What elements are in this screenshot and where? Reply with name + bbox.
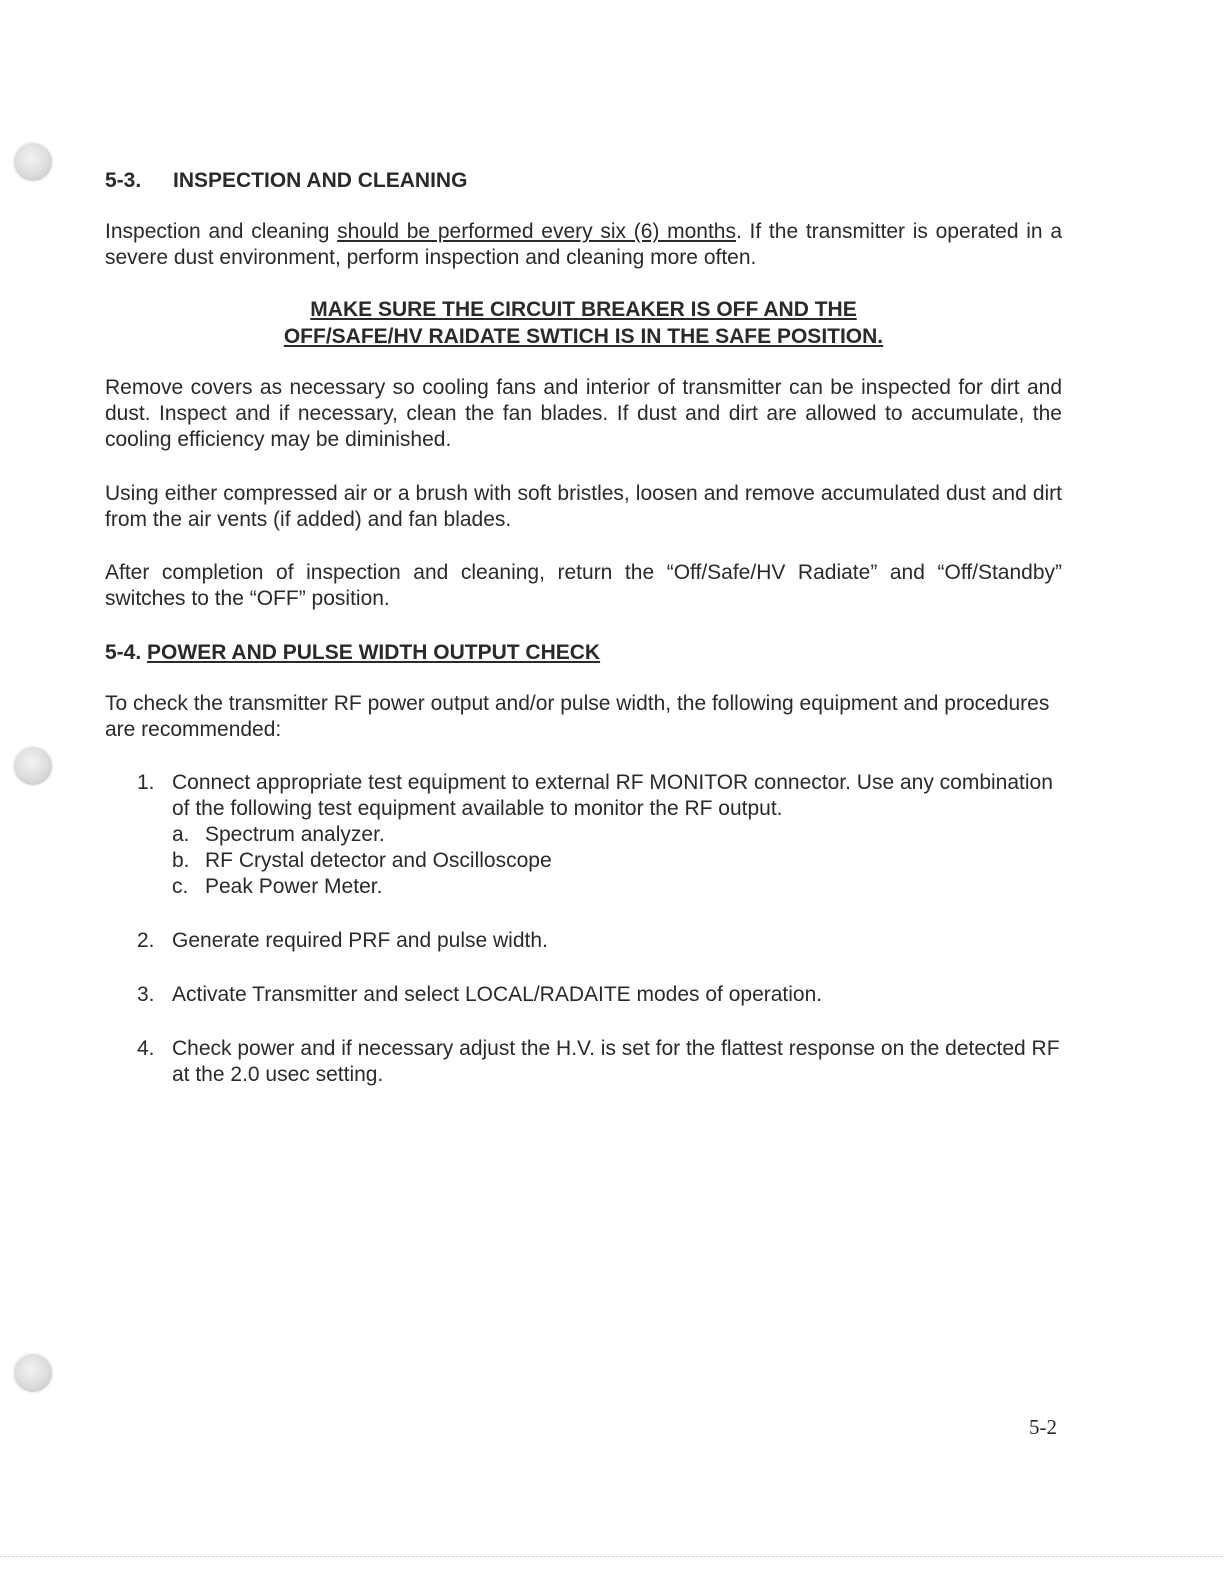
sub-item-letter: a. bbox=[172, 823, 190, 846]
scan-edge-line bbox=[0, 1556, 1224, 1557]
step-text: Connect appropriate test equipment to external RF MONITOR connector. Use any combination of the following test equipment available to monitor the RF output. bbox=[172, 771, 1053, 820]
sub-item-text: RF Crystal detector and Oscilloscope bbox=[205, 849, 552, 872]
list-item bbox=[105, 770, 1062, 822]
binder-hole-bottom bbox=[14, 1354, 52, 1392]
inspection-text-start: Inspection and cleaning bbox=[105, 220, 338, 243]
warning-line-1: MAKE SURE THE CIRCUIT BREAKER IS OFF AND THE bbox=[310, 298, 857, 321]
sub-list-item bbox=[105, 874, 1062, 900]
step-number: 3. bbox=[137, 983, 155, 1006]
section-5-4-heading bbox=[105, 640, 1062, 666]
step-number: 2. bbox=[137, 929, 155, 952]
equipment-intro-paragraph: To check the transmitter RF power output and/or pulse width, the following equipment and procedures are recommended: bbox=[105, 692, 1050, 741]
step-text: Activate Transmitter and select LOCAL/RADAITE modes of operation. bbox=[172, 983, 823, 1006]
after-completion-paragraph: After completion of inspection and cleaning, return the “Off/Safe/HV Radiate” and “Off/Standby” switches to the “OFF” position. bbox=[105, 561, 1062, 610]
list-item bbox=[105, 1036, 1062, 1088]
section-title: INSPECTION AND CLEANING bbox=[173, 169, 468, 192]
inspection-paragraph bbox=[105, 219, 1062, 271]
binder-hole-middle bbox=[14, 747, 52, 785]
page-content bbox=[105, 168, 1062, 1088]
sub-item-text: Peak Power Meter. bbox=[205, 875, 383, 898]
sub-list-item bbox=[105, 848, 1062, 874]
step-number: 1. bbox=[137, 771, 155, 794]
step-number: 4. bbox=[137, 1037, 155, 1060]
remove-covers-paragraph: Remove covers as necessary so cooling fans and interior of transmitter can be inspected for dirt and dust. Inspect and if necessary, clean the fan blades. If dust and dirt are allowed to accumulate, the cooling efficiency may be diminished. bbox=[105, 376, 1062, 451]
sub-item-text: Spectrum analyzer. bbox=[205, 823, 385, 846]
sub-item-letter: b. bbox=[172, 849, 190, 872]
inspection-interval-underlined: should be performed every six (6) months bbox=[337, 220, 736, 243]
inspection-text-end: . If the transmitter is operated in a severe dust environment, perform inspection and cleaning more often. bbox=[105, 220, 1062, 269]
list-item bbox=[105, 982, 1062, 1008]
safety-warning bbox=[105, 296, 1062, 350]
section-title: POWER AND PULSE WIDTH OUTPUT CHECK bbox=[147, 641, 601, 664]
sub-item-letter: c. bbox=[172, 875, 189, 898]
compressed-air-paragraph: Using either compressed air or a brush with soft bristles, loosen and remove accumulated dust and dirt from the air vents (if added) and fan blades. bbox=[105, 482, 1062, 531]
section-5-3-heading bbox=[105, 168, 1062, 194]
warning-line-2: OFF/SAFE/HV RAIDATE SWTICH IS IN THE SAFE POSITION. bbox=[283, 325, 884, 348]
list-item bbox=[105, 928, 1062, 954]
binder-hole-top bbox=[14, 143, 52, 181]
section-number: 5-4. bbox=[105, 641, 142, 664]
procedure-list bbox=[105, 770, 1062, 1088]
page-number: 5-2 bbox=[1029, 1415, 1057, 1439]
step-text: Generate required PRF and pulse width. bbox=[172, 929, 548, 952]
sub-list-item bbox=[105, 822, 1062, 848]
section-number: 5-3. bbox=[105, 169, 142, 192]
step-text: Check power and if necessary adjust the H.V. is set for the flattest response on the detected RF at the 2.0 usec setting. bbox=[172, 1037, 1060, 1086]
